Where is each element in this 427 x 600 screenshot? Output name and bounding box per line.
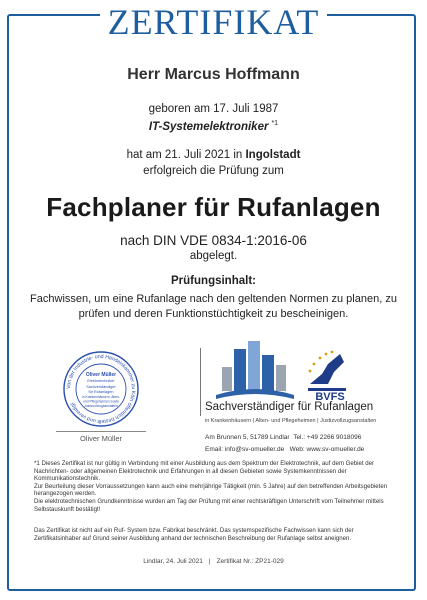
birth-date: geboren am 17. Juli 1987 <box>148 103 279 115</box>
content-text: Fachwissen, um eine Rufanlage nach den geltenden Normen zu planen, zu prüfen und deren Funktionstüchtigkeit zu bescheinigen. <box>30 293 397 320</box>
exam-line: erfolgreich die Prüfung zum <box>143 165 284 177</box>
svg-text:Oliver Müller: Oliver Müller <box>85 372 117 378</box>
svg-text:Sachverständiger: Sachverständiger <box>86 385 116 389</box>
signatory-name: Oliver Müller <box>79 434 123 443</box>
profession: IT-Systemelektroniker $^{*1}$ <box>148 120 279 133</box>
signature-line <box>56 431 146 432</box>
stamp-seal-icon <box>62 350 140 428</box>
qualification-title: Fachplaner für Rufanlagen <box>46 192 381 222</box>
exam-date-place: hat am 21. Juli 2021 in Ingolstadt <box>126 149 301 161</box>
footnote-ref: *1 <box>271 120 279 127</box>
fineprint-note: *1 Dieses Zertifikat ist nur gültig in Verbindung mit einer Ausbildung aus dem Spektrum der Elektrotechnik, auf dem Gebiet der Nachrichten- oder allgemeinen Elektrotechnik und Erfahrungen in all diesen Gebieten sowie Systemkenntnissen der Kommunikationstechnik. <box>34 460 375 483</box>
svg-text:Elektrotechniker: Elektrotechniker <box>87 379 115 383</box>
content-title: Prüfungsinhalt: <box>171 275 256 287</box>
organization-name: Sachverständiger für Rufanlagen <box>205 401 374 413</box>
organization-contact <box>205 446 364 453</box>
certificate-number: Zertifikat Nr.: ZP21-029 <box>216 558 284 565</box>
exam-place: Ingolstadt <box>245 149 301 161</box>
bvfs-logo-icon <box>300 344 356 402</box>
fineprint-disclaimer: Das Zertifikat ist nicht auf ein Ruf- System bzw. Fabrikat beschränkt. Das systemspezifische Fachwissen kann sich der Zertifikatsinhaber auf Grund seiner Ausbildung anhand der technischen Beschreibung der Rufanlage selbst aneignen. <box>34 527 354 542</box>
building-logo-icon <box>216 337 294 401</box>
svg-text:für Rufanlagen: für Rufanlagen <box>88 390 114 394</box>
fineprint-note: Zur Beurteilung dieser Vorraussetzungen kann auch eine mehrjährige Tätigkeit (min. 5 Jahre) auf den betreffenden Arbeitsgebieten herangezogen werden. <box>34 482 388 498</box>
address: Am Brunnen 5, 51789 Lindlar <box>205 434 290 441</box>
footer: Lindlar, 24. Juli 2021 | Zertifikat Nr.: ZP21-029 <box>143 558 284 565</box>
fineprint-notes <box>34 460 394 513</box>
svg-text:in Krankenhäusern, Alten-: in Krankenhäusern, Alten- <box>82 395 120 399</box>
certificate-title: ZERTIFIKAT <box>0 2 427 42</box>
svg-text:und Pflegeheimen sowie: und Pflegeheimen sowie <box>83 399 119 404</box>
organization-address <box>205 434 361 441</box>
organization-subtitle: in Krankenhäusern | Alten- und Pflegeheimen | Justizvollzugsanstalten <box>205 418 377 424</box>
holder-name: Herr Marcus Hoffmann <box>127 66 300 83</box>
svg-text:Justizvollzugsanstalten: Justizvollzugsanstalten <box>84 404 118 408</box>
passed-text: abgelegt. <box>189 250 238 262</box>
email: Email: info@sv-omueller.de <box>205 446 285 453</box>
svg-text:Von der Industrie- und Handels: Von der Industrie- und Handelskammer zu Köln öffentlich bestellt und vereidigt <box>65 353 137 425</box>
phone: Tel.: +49 2266 9018096 <box>293 434 362 441</box>
fineprint-note: Die elektrotechnischen Grundkenntnisse wurden am Tag der Prüfung mit einer rechtskräftigen Unterschrift vom Teilnehmer mittels Selbstauskunft bestätigt! <box>34 497 384 513</box>
divider <box>200 348 201 416</box>
website: Web: www.sv-omueller.de <box>289 446 365 453</box>
norm-reference: nach DIN VDE 0834-1:2016-06 <box>120 233 307 248</box>
place-date: Lindlar, 24. Juli 2021 <box>143 558 203 565</box>
bvfs-label: BVFS <box>315 391 345 402</box>
official-stamp <box>62 350 140 428</box>
